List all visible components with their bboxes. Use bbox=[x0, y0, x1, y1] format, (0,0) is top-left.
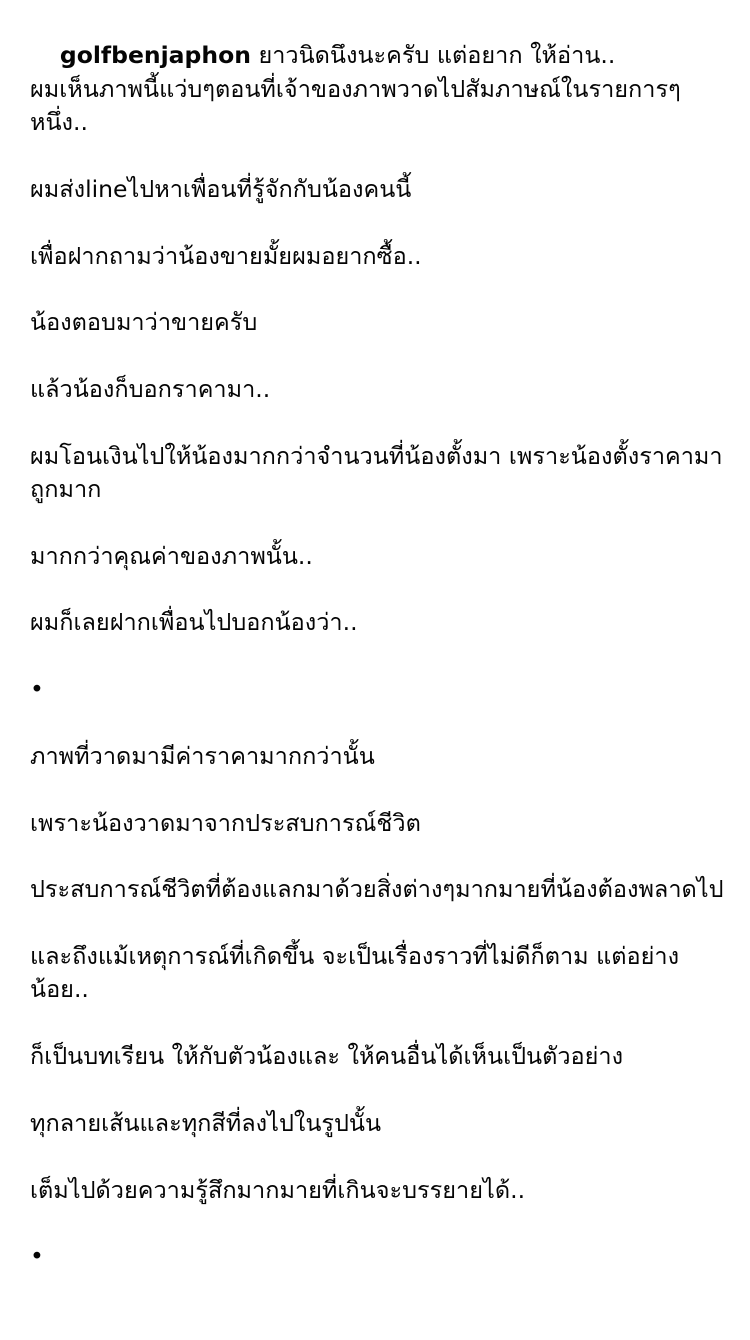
post-line: มากกว่าคุณค่าของภาพนั้น.. bbox=[30, 541, 313, 570]
post-author-name[interactable]: golfbenjaphon bbox=[59, 41, 251, 70]
post-line: ก็เป็นบทเรียน ให้กับตัวน้องและ ให้คนอื่นได้เห็นเป็นตัวอย่าง bbox=[30, 1042, 624, 1071]
post-line: เต็มไปด้วยความรู้สึกมากมายที่เกินจะบรรยายได้.. bbox=[30, 1175, 526, 1204]
post-line: เพื่อฝากถามว่าน้องขายมั้ยผมอยากซื้อ.. bbox=[30, 241, 422, 270]
post-line: ผมเห็นภาพนี้แว่บๆตอนที่เจ้าของภาพวาดไปสัมภาษณ์ในรายการๆหนึ่ง.. bbox=[30, 74, 681, 137]
post-line: และถึงแม้เหตุการณ์ที่เกิดขึ้น จะเป็นเรื่องราวที่ไม่ดีก็ตาม แต่อย่างน้อย.. bbox=[30, 942, 680, 1004]
post-line: ผมส่งlineไปหาเพื่อนที่รู้จักกับน้องคนนี้ bbox=[30, 174, 412, 203]
post-body bbox=[30, 6, 728, 1340]
post-bullet-separator: • bbox=[30, 1242, 44, 1271]
post-first-line-text: ยาวนิดนึงนะครับ แต่อยาก ให้อ่าน.. bbox=[250, 41, 616, 70]
post-line: ผมโอนเงินไปให้น้องมากกว่าจำนวนที่น้องตั้งมา เพราะน้องตั้งราคามาถูกมาก bbox=[30, 441, 723, 504]
post-line: แล้วน้องก็บอกราคามา.. bbox=[30, 374, 271, 403]
post-line: ทุกลายเส้นและทุกสีที่ลงไปในรูปนั้น bbox=[30, 1108, 382, 1137]
post-line: ประสบการณ์ชีวิตที่ต้องแลกมาด้วยสิ่งต่างๆมากมายที่น้องต้องพลาดไป bbox=[30, 875, 724, 904]
post-bullet-separator: • bbox=[30, 675, 44, 704]
post-line: น้องตอบมาว่าขายครับ bbox=[30, 308, 258, 337]
post-line: ผมก็เลยฝากเพื่อนไปบอกน้องว่า.. bbox=[30, 608, 358, 637]
post-line: ภาพที่วาดมามีค่าราคามากกว่านั้น bbox=[30, 741, 375, 770]
post-line: เพราะน้องวาดมาจากประสบการณ์ชีวิต bbox=[30, 808, 421, 837]
